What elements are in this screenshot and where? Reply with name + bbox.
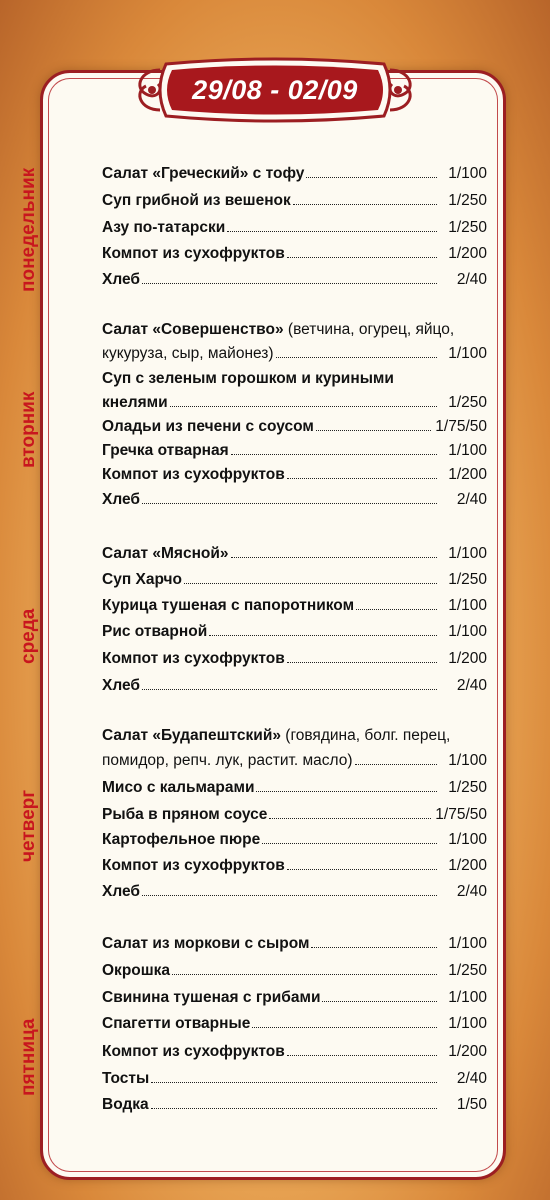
list-item: Свинина тушеная с грибами 1/100 <box>102 989 487 1006</box>
list-item: Компот из сухофруктов 1/200 <box>102 650 487 667</box>
list-item: Курица тушеная с папоротником 1/100 <box>102 597 487 614</box>
list-item: Азу по-татарски 1/250 <box>102 219 487 236</box>
list-item: Рис отварной 1/100 <box>102 623 487 640</box>
list-item: Спагетти отварные 1/100 <box>102 1015 487 1032</box>
list-item: Хлеб 2/40 <box>102 883 487 900</box>
list-item: Салат «Греческий» с тофу 1/100 <box>102 165 487 182</box>
list-item: Окрошка 1/250 <box>102 962 487 979</box>
list-item-name-line: Суп с зеленым горошком и куриными <box>102 370 394 387</box>
list-item: Суп Харчо 1/250 <box>102 571 487 588</box>
list-item: Хлеб 2/40 <box>102 491 487 508</box>
list-item: Хлеб 2/40 <box>102 271 487 288</box>
list-item: Хлеб 2/40 <box>102 677 487 694</box>
list-item: Оладьи из печени с соусом 1/75/50 <box>102 418 487 435</box>
day-label: четверг <box>18 789 39 862</box>
list-item-note-line: Салат «Совершенство» (ветчина, огурец, яйцо, <box>102 321 455 338</box>
day-label: среда <box>18 608 39 664</box>
list-item: Салат «Мясной» 1/100 <box>102 545 487 562</box>
day-label: вторник <box>18 391 39 468</box>
list-item: Суп грибной из вешенок 1/250 <box>102 192 487 209</box>
list-item: кнелями 1/250 <box>102 394 487 411</box>
list-item: Водка 1/50 <box>102 1096 487 1113</box>
list-item: Рыба в пряном соусе 1/75/50 <box>102 806 487 823</box>
list-item: Компот из сухофруктов 1/200 <box>102 466 487 483</box>
list-item: Гречка отварная 1/100 <box>102 442 487 459</box>
list-item: кукуруза, сыр, майонез) 1/100 <box>102 345 487 362</box>
day-label: понедельник <box>18 167 39 292</box>
list-item: Компот из сухофруктов 1/200 <box>102 245 487 262</box>
date-banner <box>130 50 420 130</box>
date-range: 29/08 - 02/09 <box>192 75 358 105</box>
list-item: Тосты 2/40 <box>102 1070 487 1087</box>
day-label: пятница <box>18 1018 39 1096</box>
list-item: Мисо с кальмарами 1/250 <box>102 779 487 796</box>
list-item-note-line: Салат «Будапештский» (говядина, болг. перец, <box>102 727 451 744</box>
list-item: Компот из сухофруктов 1/200 <box>102 1043 487 1060</box>
list-item: помидор, репч. лук, растит. масло) 1/100 <box>102 752 487 769</box>
list-item: Салат из моркови с сыром 1/100 <box>102 935 487 952</box>
list-item: Картофельное пюре 1/100 <box>102 831 487 848</box>
list-item: Компот из сухофруктов 1/200 <box>102 857 487 874</box>
